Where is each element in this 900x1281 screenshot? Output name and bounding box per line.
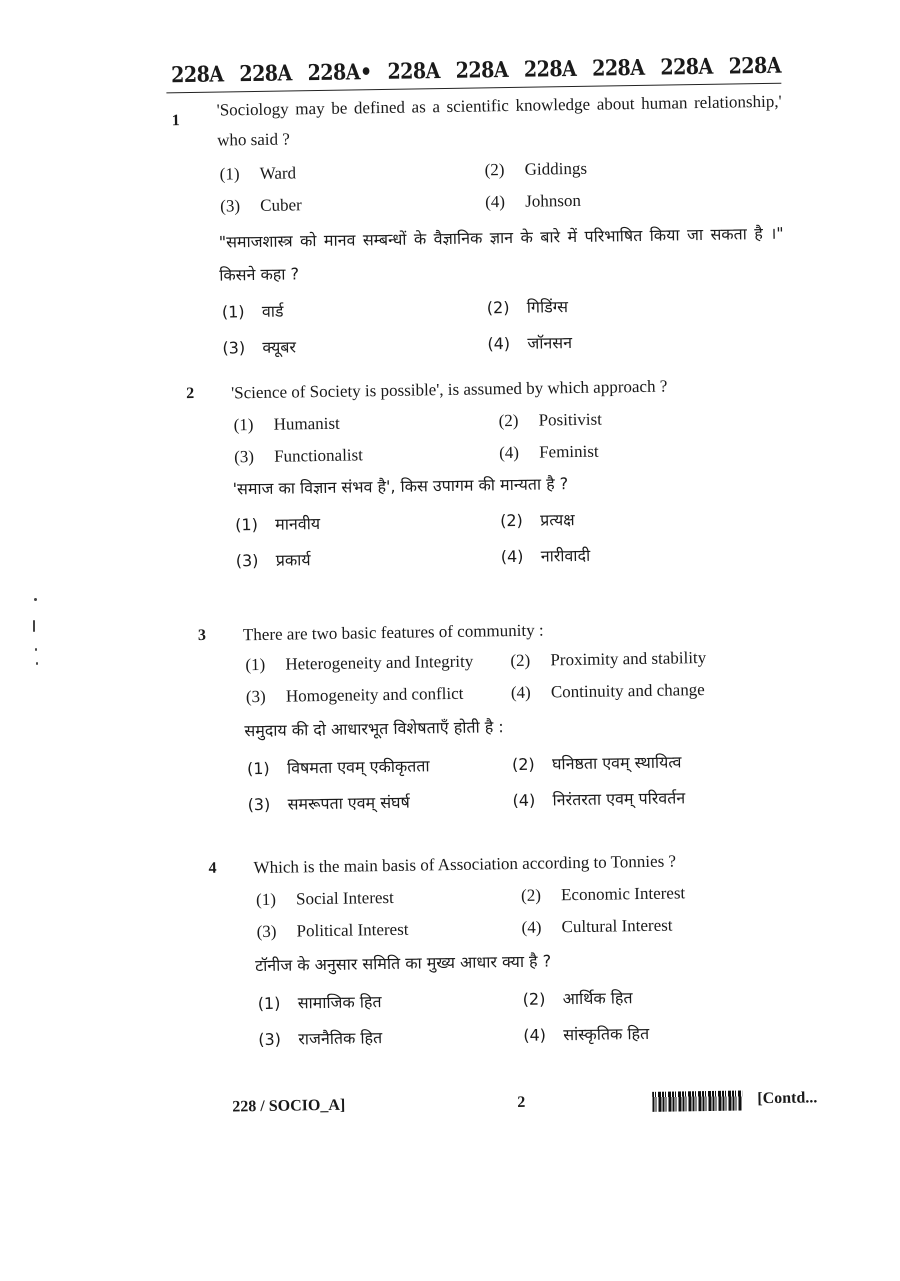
options-hindi: [235, 500, 799, 579]
option-4-hindi[interactable]: (4) निरंतरता एवम् परिवर्तन: [512, 788, 686, 811]
page-footer: [232, 1089, 832, 1128]
page-number: 2: [517, 1093, 526, 1111]
option-3-hindi[interactable]: (3) राजनैतिक हित: [258, 1028, 383, 1050]
question-stem-english: Which is the main basis of Association according to Tonnies ?: [253, 851, 677, 878]
header-code: 228A: [387, 58, 441, 85]
question-2: [186, 370, 799, 580]
header-code: 228A: [728, 53, 782, 80]
option-4[interactable]: (4) Feminist: [498, 441, 599, 463]
options-english: [256, 876, 820, 947]
option-3-hindi[interactable]: (3) समरूपता एवम् संघर्ष: [247, 792, 410, 815]
scan-speck: [35, 648, 37, 651]
question-number: 1: [171, 112, 180, 130]
scan-speck: [33, 620, 35, 632]
options-english: [219, 151, 783, 222]
option-2-hindi[interactable]: (2) प्रत्यक्ष: [500, 510, 575, 531]
option-3[interactable]: (3) Homogeneity and conflict: [245, 683, 464, 707]
option-4[interactable]: (4) Cultural Interest: [521, 915, 673, 937]
option-2[interactable]: (2) Proximity and stability: [510, 647, 707, 671]
question-4: [208, 844, 821, 1058]
option-4[interactable]: (4) Continuity and change: [510, 680, 705, 703]
header-code: 228A: [523, 56, 577, 83]
option-3[interactable]: (3) Political Interest: [256, 919, 409, 942]
option-3-hindi[interactable]: (3) प्रकार्य: [235, 550, 311, 571]
header-code: 228A: [660, 54, 713, 81]
option-1[interactable]: (1) Ward: [219, 163, 297, 184]
header-code: 228A: [170, 61, 224, 88]
question-1: [171, 87, 785, 367]
question-3: [198, 611, 811, 823]
option-4-hindi[interactable]: (4) जॉनसन: [487, 333, 573, 354]
option-4-hindi[interactable]: (4) नारीवादी: [500, 545, 591, 567]
option-3-hindi[interactable]: (3) क्यूबर: [222, 337, 297, 358]
header-code: 228A: [455, 57, 509, 84]
option-2[interactable]: (2) Economic Interest: [520, 883, 686, 905]
barcode-icon: [652, 1090, 742, 1111]
option-2-hindi[interactable]: (2) घनिष्ठता एवम् स्थायित्व: [511, 752, 682, 775]
option-1-hindi[interactable]: (1) मानवीय: [235, 514, 321, 535]
option-1-hindi[interactable]: (1) सामाजिक हित: [257, 992, 382, 1014]
option-4-hindi[interactable]: (4) सांस्कृतिक हित: [523, 1023, 650, 1045]
option-1[interactable]: (1) Social Interest: [255, 887, 394, 910]
option-1[interactable]: (1) Heterogeneity and Integrity: [245, 651, 474, 675]
question-stem-hindi: "समाजशास्त्र को मानव सम्बन्धों के वैज्ञानिक ज्ञान के बारे में परिभाषित किया जा सकता है ।" किसने कहा ?: [218, 223, 784, 285]
question-stem-hindi: समुदाय की दो आधारभूत विशेषताएँ होती है :: [244, 717, 504, 741]
option-1-hindi[interactable]: (1) विषमता एवम् एकीकृतता: [246, 756, 430, 779]
options-hindi: [222, 287, 786, 366]
options-hindi: [257, 978, 821, 1057]
option-2-hindi[interactable]: (2) आर्थिक हित: [522, 988, 633, 1009]
scan-speck: [36, 662, 38, 665]
question-number: 3: [197, 626, 207, 644]
paper-code: 228 / SOCIO_A]: [232, 1096, 346, 1116]
option-2[interactable]: (2) Giddings: [484, 158, 588, 180]
option-4[interactable]: (4) Johnson: [485, 190, 582, 212]
header-code-strip: [171, 55, 781, 87]
question-number: 2: [186, 384, 195, 403]
question-stem-english: There are two basic features of community :: [242, 620, 544, 645]
question-stem-english: 'Sociology may be defined as a scientific knowledge about human relationship,' who said ?: [216, 91, 782, 150]
header-code: 228A: [239, 60, 292, 87]
question-stem-english: 'Science of Society is possible', is assumed by which approach ?: [230, 376, 668, 403]
question-stem-hindi: टॉनीज के अनुसार समिति का मुख्य आधार क्या है ?: [254, 951, 552, 976]
scan-speck: [34, 598, 37, 601]
options-hindi: [247, 743, 811, 822]
header-code: 228A: [591, 55, 645, 82]
header-code: 228A•: [307, 59, 372, 86]
option-3[interactable]: (3) Functionalist: [233, 445, 364, 467]
continued-label: [Contd...: [757, 1089, 818, 1108]
option-1[interactable]: (1) Humanist: [233, 413, 340, 435]
option-2[interactable]: (2) Positivist: [498, 409, 603, 431]
option-3[interactable]: (3) Cuber: [220, 195, 302, 216]
option-2-hindi[interactable]: (2) गिडिंग्स: [486, 297, 569, 318]
options-english: [233, 402, 797, 473]
question-stem-hindi: 'समाज का विज्ञान संभव है', किस उपागम की मान्यता है ?: [232, 474, 569, 499]
options-english: [245, 641, 809, 712]
question-number: 4: [208, 859, 217, 877]
option-1-hindi[interactable]: (1) वार्ड: [221, 301, 284, 322]
